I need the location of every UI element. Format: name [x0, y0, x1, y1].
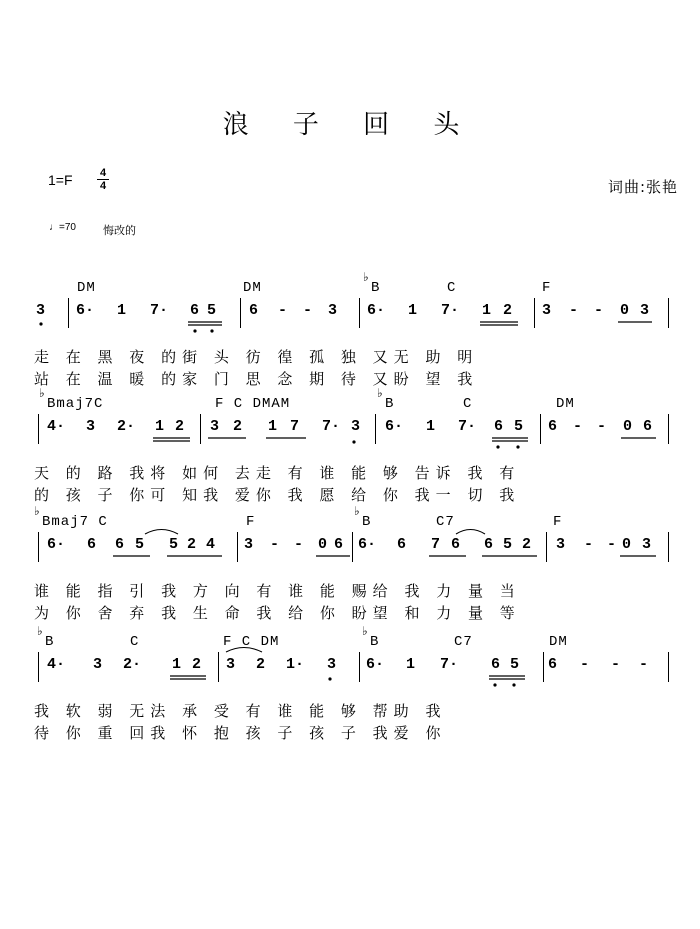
note: 7·: [322, 418, 341, 435]
low-octave-dot: [39, 322, 42, 325]
note: 5: [135, 536, 145, 553]
note: 7: [431, 536, 441, 553]
low-octave-dot: [493, 683, 496, 686]
note: 6: [548, 418, 558, 435]
note: 6·: [358, 536, 377, 553]
chord-symbol: F C DM: [223, 634, 280, 650]
note: -: [607, 536, 617, 553]
note: -: [303, 302, 313, 319]
note: 2·: [117, 418, 136, 435]
lyric-line-2: 为 你 舍 弃 我 生 命 我 给 你 盼望 和 力 量 等: [34, 604, 521, 622]
song-title: 浪 子 回 头: [222, 110, 478, 140]
note: 3: [36, 302, 46, 319]
note: 2·: [123, 656, 142, 673]
chord-symbol: Bmaj7 C: [42, 514, 108, 530]
note: 3: [210, 418, 220, 435]
note: 2: [187, 536, 197, 553]
low-octave-dot: [516, 445, 519, 448]
chord-symbol: B: [45, 634, 55, 650]
note: 6: [484, 536, 494, 553]
chord-symbol: DM: [556, 396, 575, 412]
chord-symbol: C: [463, 396, 473, 412]
note: -: [580, 656, 590, 673]
low-octave-dot: [496, 445, 499, 448]
time-signature-bottom: 4: [99, 180, 107, 192]
note: 5: [510, 656, 520, 673]
low-octave-dot: [193, 329, 196, 332]
slur: [456, 530, 485, 535]
note: 1: [268, 418, 278, 435]
note: 3: [327, 656, 337, 673]
note: 1: [117, 302, 127, 319]
note: 4·: [47, 656, 66, 673]
note: 3: [642, 536, 652, 553]
chord-symbol: B: [362, 514, 372, 530]
chord-symbol: F: [553, 514, 563, 530]
note: 3: [556, 536, 566, 553]
note: 3: [93, 656, 103, 673]
note: 1·: [286, 656, 305, 673]
lyric-line-1: 我 软 弱 无法 承 受 有 谁 能 够 帮助 我: [34, 702, 447, 720]
note: 6: [87, 536, 97, 553]
note: -: [597, 418, 607, 435]
note: 4: [206, 536, 216, 553]
note: 0: [620, 302, 630, 319]
note: 1: [406, 656, 416, 673]
note: -: [294, 536, 304, 553]
note: 7·: [150, 302, 169, 319]
chord-symbol: B: [371, 280, 381, 296]
key-signature: 1=F: [48, 172, 73, 188]
note: 0: [318, 536, 328, 553]
tempo-marking: ♩=70: [49, 222, 76, 233]
credit-line: 词曲:张艳: [607, 178, 678, 196]
note: 1: [172, 656, 182, 673]
note: 6: [190, 302, 200, 319]
note: -: [278, 302, 288, 319]
chord-symbol: F: [246, 514, 256, 530]
note: 6: [397, 536, 407, 553]
note: 5: [514, 418, 524, 435]
note: 7·: [441, 302, 460, 319]
lyric-line-1: 走 在 黑 夜 的街 头 彷 徨 孤 独 又无 助 明: [34, 348, 479, 366]
low-octave-dot: [512, 683, 515, 686]
lyric-line-1: 天 的 路 我将 如何 去走 有 谁 能 够 告诉 我 有: [34, 464, 521, 482]
chord-symbol: B: [385, 396, 395, 412]
note: -: [569, 302, 579, 319]
note: 2: [256, 656, 266, 673]
note: 3: [640, 302, 650, 319]
chord-symbol: B: [370, 634, 380, 650]
note: 6: [451, 536, 461, 553]
note: -: [584, 536, 594, 553]
note: 1: [482, 302, 492, 319]
flat-sign: ♭: [363, 270, 369, 284]
slur: [226, 648, 262, 653]
low-octave-dot: [328, 677, 331, 680]
note: 7: [290, 418, 300, 435]
note: 3: [542, 302, 552, 319]
chord-symbol: F C DMAM: [215, 396, 291, 412]
note: 6: [249, 302, 259, 319]
note: 6: [548, 656, 558, 673]
chord-symbol: DM: [77, 280, 96, 296]
note: 6·: [366, 656, 385, 673]
slur: [145, 530, 178, 535]
note: 6·: [385, 418, 404, 435]
note: 3: [226, 656, 236, 673]
chord-symbol: Bmaj7C: [47, 396, 104, 412]
note: -: [639, 656, 649, 673]
flat-sign: ♭: [37, 624, 43, 638]
chord-symbol: DM: [243, 280, 262, 296]
note: 7·: [440, 656, 459, 673]
note: 6: [643, 418, 653, 435]
note: 6·: [367, 302, 386, 319]
lyric-line-2: 的 孩 子 你可 知我 爱你 我 愿 给 你 我一 切 我: [34, 486, 521, 504]
low-octave-dot: [210, 329, 213, 332]
note: 6: [494, 418, 504, 435]
note: 3: [351, 418, 361, 435]
note: 1: [426, 418, 436, 435]
note: 3: [86, 418, 96, 435]
lyric-line-2: 待 你 重 回我 怀 抱 孩 子 孩 子 我爱 你: [34, 724, 447, 742]
note: 5: [207, 302, 217, 319]
chord-symbol: F: [542, 280, 552, 296]
flat-sign: ♭: [377, 386, 383, 400]
note: 6: [491, 656, 501, 673]
flat-sign: ♭: [354, 504, 360, 518]
note: 5: [169, 536, 179, 553]
note: -: [270, 536, 280, 553]
note: -: [573, 418, 583, 435]
note: 6: [115, 536, 125, 553]
lyric-line-1: 谁 能 指 引 我 方 向 有 谁 能 赐给 我 力 量 当: [34, 582, 521, 600]
note: 7·: [458, 418, 477, 435]
note: 0: [623, 418, 633, 435]
note: -: [611, 656, 621, 673]
note: 2: [233, 418, 243, 435]
low-octave-dot: [352, 440, 355, 443]
chord-symbol: C7: [454, 634, 473, 650]
lyric-line-2: 站 在 温 暖 的家 门 思 念 期 待 又盼 望 我: [34, 370, 479, 388]
note: 2: [522, 536, 532, 553]
note: 5: [503, 536, 513, 553]
note: 2: [503, 302, 513, 319]
flat-sign: ♭: [362, 624, 368, 638]
note: 6: [334, 536, 344, 553]
note: 2: [192, 656, 202, 673]
note: 1: [155, 418, 165, 435]
note: 0: [622, 536, 632, 553]
expression-marking: 悔改的: [103, 224, 136, 237]
note: 2: [175, 418, 185, 435]
note: 6·: [76, 302, 95, 319]
note: 4·: [47, 418, 66, 435]
note: -: [594, 302, 604, 319]
chord-symbol: C: [130, 634, 140, 650]
chord-symbol: DM: [549, 634, 568, 650]
note: 1: [408, 302, 418, 319]
chord-symbol: C7: [436, 514, 455, 530]
note: 6·: [47, 536, 66, 553]
note: 3: [244, 536, 254, 553]
time-signature-top: 4: [99, 167, 107, 179]
flat-sign: ♭: [34, 504, 40, 518]
flat-sign: ♭: [39, 386, 45, 400]
chord-symbol: C: [447, 280, 457, 296]
note: 3: [328, 302, 338, 319]
